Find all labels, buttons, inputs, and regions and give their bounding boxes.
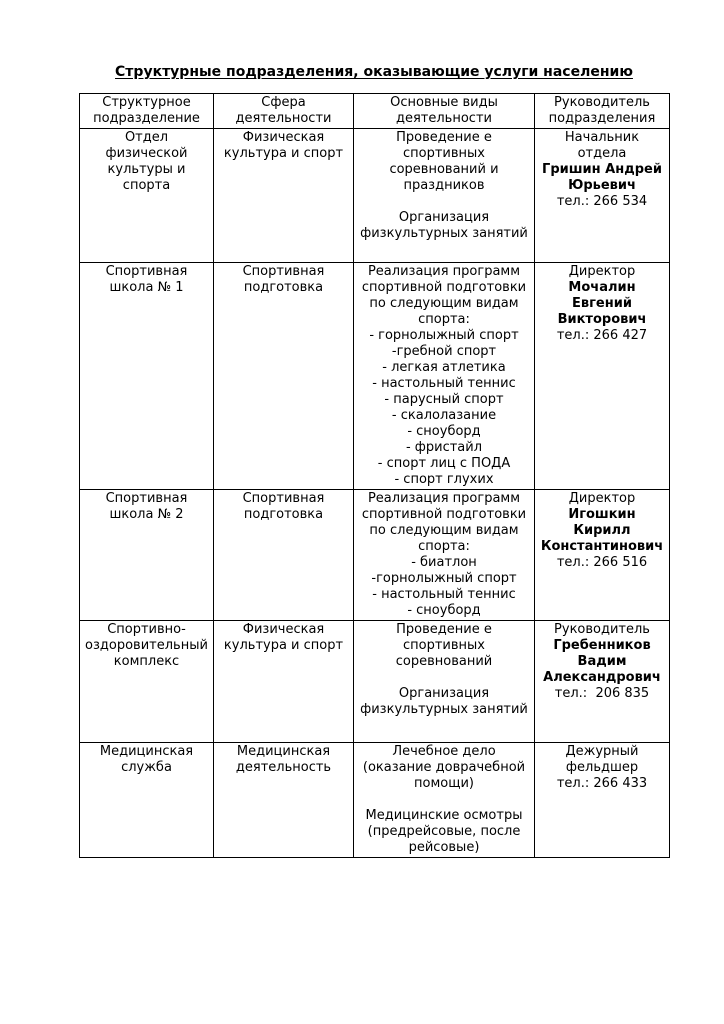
cell-division (80, 621, 214, 743)
division-name: Спортивная школа № 1 (105, 264, 188, 295)
cell-division (80, 743, 214, 858)
page-title: Структурные подразделения, оказывающие услуги населению (115, 64, 633, 80)
sphere-text: Физическая культура и спорт (223, 130, 344, 161)
cell-leader (535, 490, 670, 621)
blank-line (358, 792, 530, 808)
activity-line: Реализация программ спортивной подготовки по следующим видам спорта: (361, 264, 527, 327)
activity-line: - скалолазание (391, 408, 497, 423)
table-row (80, 490, 670, 621)
activity-line: Организация физкультурных занятий (360, 210, 528, 241)
cell-sphere (214, 743, 354, 858)
activity-line: Проведение е спортивных соревнований и праздников (389, 130, 499, 193)
activity-line: Медицинские осмотры (предрейсовые, после рейсовые) (365, 808, 523, 855)
leader-position: Директор (568, 491, 636, 506)
cell-sphere (214, 490, 354, 621)
header-sphere: Сфера деятельности (214, 94, 354, 129)
table-row (80, 263, 670, 490)
cell-leader (535, 129, 670, 263)
activity-line: - спорт лиц с ПОДА (377, 456, 511, 471)
blank-line (358, 194, 530, 210)
cell-activities (354, 129, 535, 263)
activity-line: - легкая атлетика (382, 360, 506, 375)
sphere-text: Спортивная подготовка (242, 264, 325, 295)
activity-line: - настольный теннис (372, 376, 516, 391)
leader-phone: тел.: 266 534 (556, 194, 648, 209)
table-row (80, 743, 670, 858)
cell-activities (354, 263, 535, 490)
header-leader: Руководитель подразделения (535, 94, 670, 129)
leader-phone: тел.: 266 433 (556, 776, 648, 791)
cell-division (80, 129, 214, 263)
header-division: Структурное подразделение (80, 94, 214, 129)
cell-activities (354, 621, 535, 743)
division-name: Медицинская служба (99, 744, 194, 775)
cell-activities (354, 743, 535, 858)
leader-position: Руководитель (554, 622, 650, 637)
activity-line: Реализация программ спортивной подготовки по следующим видам спорта: (361, 491, 527, 554)
table-row (80, 129, 670, 263)
division-name: Спортивно-оздоровительный комплекс (85, 622, 208, 669)
activity-line: - сноуборд (407, 603, 481, 618)
activity-line: Проведение е спортивных соревнований (395, 622, 493, 669)
sphere-text: Физическая культура и спорт (223, 622, 344, 653)
activity-line: - горнолыжный спорт (369, 328, 519, 343)
division-name: Отдел физической культуры и спорта (105, 130, 188, 193)
cell-sphere (214, 263, 354, 490)
table-row (80, 621, 670, 743)
cell-division (80, 490, 214, 621)
activity-line: - биатлон (411, 555, 477, 570)
cell-sphere (214, 129, 354, 263)
activity-line: - спорт глухих (394, 472, 494, 487)
leader-name: Гришин Андрей Юрьевич (542, 162, 662, 193)
leader-position: Начальник отдела (564, 130, 640, 161)
divisions-table (79, 93, 670, 858)
activity-line: Организация физкультурных занятий (360, 686, 528, 717)
activity-line: - сноуборд (407, 424, 481, 439)
cell-division (80, 263, 214, 490)
cell-leader (535, 263, 670, 490)
sphere-text: Медицинская деятельность (235, 744, 332, 775)
leader-position: Дежурный фельдшер (565, 744, 639, 775)
header-activities: Основные виды деятельности (354, 94, 535, 129)
leader-name: Гребенников Вадим Александрович (543, 638, 661, 685)
leader-phone: тел.: 206 835 (554, 686, 650, 701)
activity-line: Лечебное дело (оказание доврачебной помощи) (362, 744, 526, 791)
leader-phone: тел.: 266 516 (556, 555, 648, 570)
leader-position: Директор (568, 264, 636, 279)
activity-line: -гребной спорт (391, 344, 497, 359)
sphere-text: Спортивная подготовка (242, 491, 325, 522)
activity-line: -горнолыжный спорт (371, 571, 517, 586)
leader-name: Игошкин Кирилл Константинович (540, 507, 664, 554)
cell-leader (535, 621, 670, 743)
activity-line: - настольный теннис (372, 587, 516, 602)
division-name: Спортивная школа № 2 (105, 491, 188, 522)
cell-leader (535, 743, 670, 858)
activity-line: - парусный спорт (384, 392, 504, 407)
header-row (80, 94, 670, 129)
leader-phone: тел.: 266 427 (556, 328, 648, 343)
cell-activities (354, 490, 535, 621)
activity-line: - фристайл (405, 440, 483, 455)
cell-sphere (214, 621, 354, 743)
blank-line (358, 670, 530, 686)
leader-name: Мочалин Евгений Викторович (557, 280, 647, 327)
